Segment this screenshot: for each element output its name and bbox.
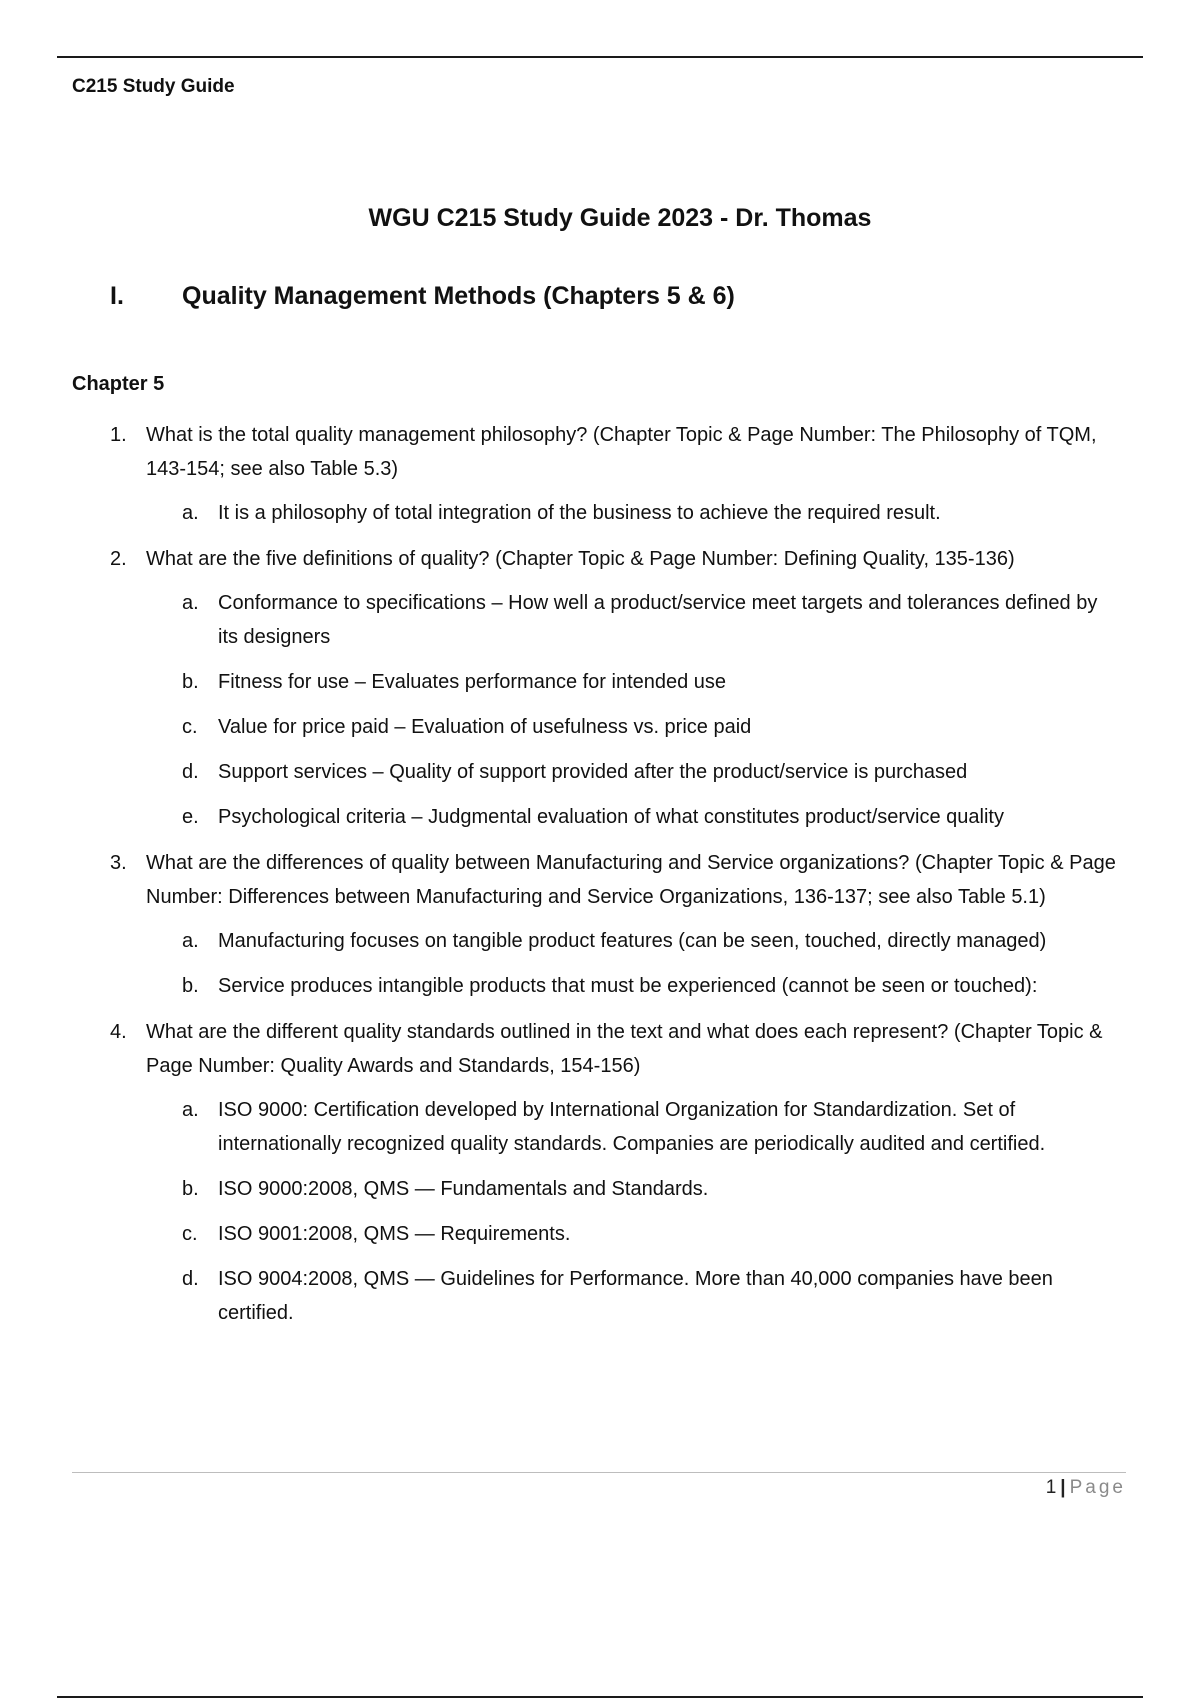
answer-text: Value for price paid – Evaluation of usefulness vs. price paid (218, 716, 752, 738)
question-number: 3. (110, 852, 127, 874)
answer-text: Support services – Quality of support provided after the product/service is purchased (218, 761, 968, 783)
question-number: 1. (110, 424, 127, 446)
answer-text: ISO 9004:2008, QMS — Guidelines for Performance. More than 40,000 companies have been certified. (218, 1268, 1053, 1324)
section-heading (110, 282, 735, 311)
answer-text: Service produces intangible products that must be experienced (cannot be seen or touched): (218, 975, 1038, 997)
answer-letter: d. (182, 1268, 199, 1290)
page-number-value: 1 (1045, 1477, 1057, 1498)
answer-letter: a. (182, 592, 199, 614)
question-text: What is the total quality management philosophy? (Chapter Topic & Page Number: The Philosophy of TQM, 143-154; see also Table 5.3) (146, 424, 1097, 480)
document-title: WGU C215 Study Guide 2023 - Dr. Thomas (368, 204, 872, 232)
answer-text: ISO 9000: Certification developed by International Organization for Standardization. Set of internationally recognized quality standards. Companies are periodically audited and certified. (218, 1099, 1046, 1155)
answer-letter: b. (182, 671, 199, 693)
answer-letter: b. (182, 975, 199, 997)
question-text: What are the differences of quality between Manufacturing and Service organizations? (Chapter Topic & Page Number: Differences between Manufacturing and Service Organizations, 136-137; see also Table 5.1) (146, 852, 1116, 908)
bottom-rule (57, 1696, 1143, 1698)
answer-letter: d. (182, 761, 199, 783)
answer-letter: e. (182, 806, 199, 828)
answer-text: It is a philosophy of total integration of the business to achieve the required result. (218, 502, 941, 524)
section-title: Quality Management Methods (Chapters 5 & 6) (182, 282, 735, 310)
question-item (0, 542, 1200, 834)
answer-text: ISO 9001:2008, QMS — Requirements. (218, 1223, 571, 1245)
running-head: C215 Study Guide (72, 76, 235, 97)
question-text: What are the five definitions of quality? (Chapter Topic & Page Number: Defining Quality, 135-136) (146, 548, 1015, 570)
answer-text: Conformance to specifications – How well a product/service meet targets and tolerances defined by its designers (218, 592, 1098, 648)
header-rule (57, 56, 1143, 58)
page-word: Page (1069, 1477, 1126, 1498)
answer-letter: b. (182, 1178, 199, 1200)
answer-letter: a. (182, 1099, 199, 1121)
question-list (0, 418, 1200, 1342)
answer-letter: a. (182, 930, 199, 952)
question-item (0, 846, 1200, 1003)
answer-text: ISO 9000:2008, QMS — Fundamentals and Standards. (218, 1178, 709, 1200)
answer-text: Fitness for use – Evaluates performance for intended use (218, 671, 727, 693)
page-number-separator: | (1060, 1477, 1066, 1498)
answer-letter: c. (182, 716, 198, 738)
answer-text: Psychological criteria – Judgmental evaluation of what constitutes product/service quality (218, 806, 1004, 828)
section-number: I. (110, 282, 124, 310)
footer-rule (72, 1472, 1126, 1473)
chapter-heading: Chapter 5 (72, 373, 165, 395)
question-text: What are the different quality standards outlined in the text and what does each represent? (Chapter Topic & Page Number: Quality Awards and Standards, 154-156) (146, 1021, 1103, 1077)
answer-letter: a. (182, 502, 199, 524)
page-number (1046, 1477, 1126, 1499)
question-item (0, 418, 1200, 530)
question-number: 2. (110, 548, 127, 570)
answer-text: Manufacturing focuses on tangible product features (can be seen, touched, directly managed) (218, 930, 1047, 952)
question-item (0, 1015, 1200, 1330)
question-number: 4. (110, 1021, 127, 1043)
answer-letter: c. (182, 1223, 198, 1245)
